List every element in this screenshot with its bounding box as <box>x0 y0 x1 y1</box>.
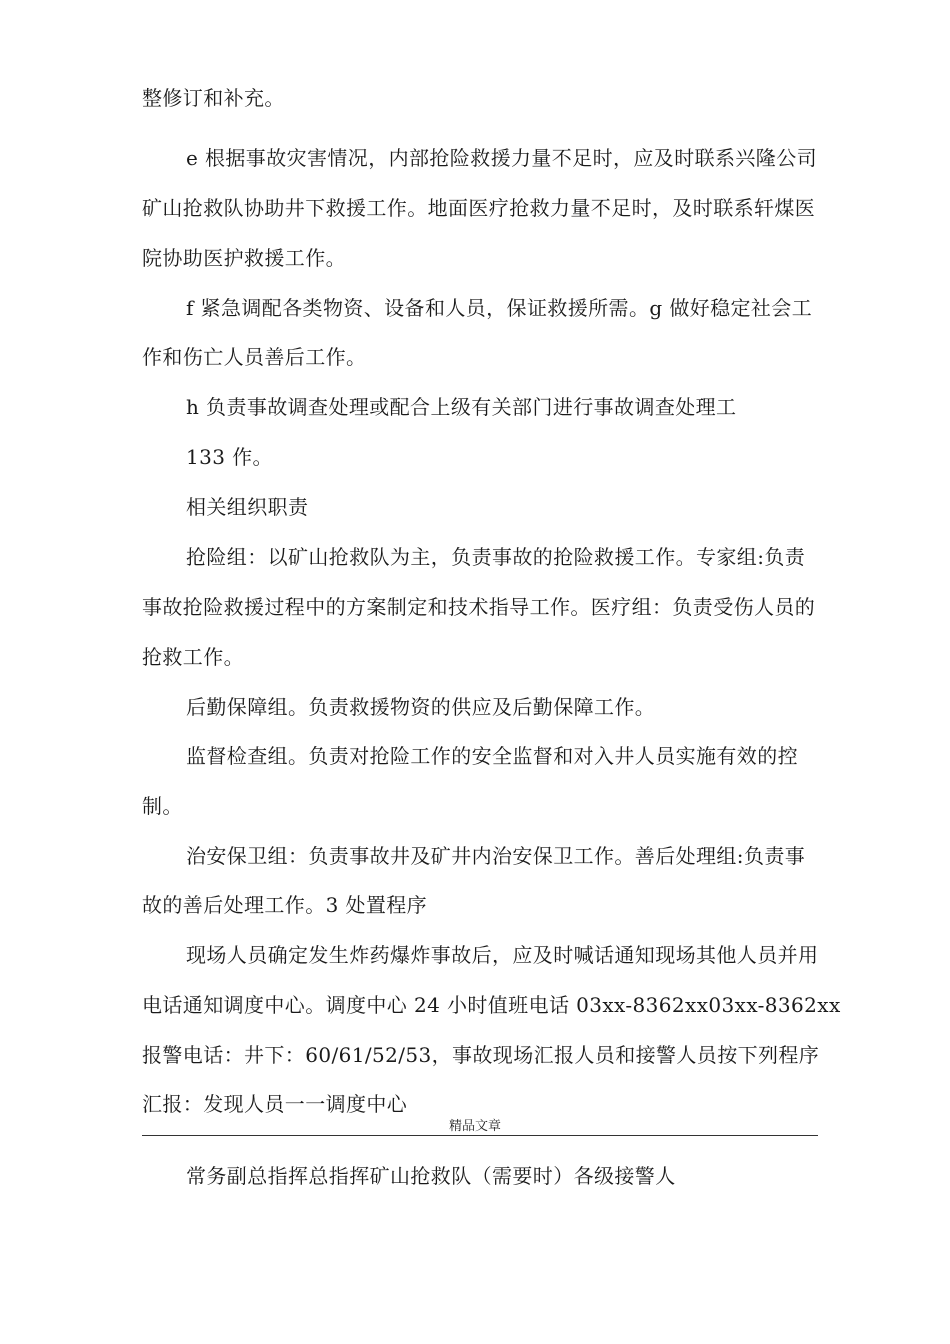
text-line: 整修订和补充。 <box>142 86 285 110</box>
text-line: 治安保卫组：负责事故井及矿井内治安保卫工作。善后处理组:负责事 <box>186 844 806 868</box>
text-line: 院协助医护救援工作。 <box>142 246 346 270</box>
page-footer-label: 精品文章 <box>448 1119 501 1134</box>
text-line: 矿山抢救队协助井下救援工作。地面医疗抢救力量不足时，及时联系轩煤医 <box>142 196 816 220</box>
text-line: h 负责事故调查处理或配合上级有关部门进行事故调查处理工 <box>186 395 737 419</box>
text-line: 事故抢险救援过程中的方案制定和技术指导工作。医疗组：负责受伤人员的 <box>142 595 816 619</box>
text-line: e 根据事故灾害情况，内部抢险救援力量不足时，应及时联系兴隆公司 <box>186 146 817 170</box>
text-line: 报警电话：井下：60/61/52/53，事故现场汇报人员和接警人员按下列程序 <box>142 1043 820 1067</box>
text-line: 监督检查组。负责对抢险工作的安全监督和对入井人员实施有效的控 <box>186 744 798 768</box>
text-line: 133 作。 <box>186 445 273 469</box>
text-line: 常务副总指挥总指挥矿山抢救队（需要时）各级接警人 <box>186 1164 676 1188</box>
text-line: 抢险组：以矿山抢救队为主，负责事故的抢险救援工作。专家组:负责 <box>186 545 806 569</box>
section-heading: 相关组织职责 <box>186 495 309 519</box>
text-line: 抢救工作。 <box>142 645 244 669</box>
footer-divider <box>142 1135 818 1136</box>
text-line: 故的善后处理工作。3 处置程序 <box>142 893 428 917</box>
text-line: 后勤保障组。负责救援物资的供应及后勤保障工作。 <box>186 695 656 719</box>
text-line: f 紧急调配各类物资、设备和人员，保证救援所需。g 做好稳定社会工 <box>186 296 813 320</box>
text-line: 现场人员确定发生炸药爆炸事故后，应及时喊话通知现场其他人员并用 <box>186 943 819 967</box>
text-line: 电话通知调度中心。调度中心 24 小时值班电话 03xx-8362xx03xx-8362xx <box>142 993 841 1017</box>
text-line: 制。 <box>142 794 183 818</box>
text-line: 汇报：发现人员一一调度中心 <box>142 1092 408 1116</box>
text-line: 作和伤亡人员善后工作。 <box>142 345 367 369</box>
